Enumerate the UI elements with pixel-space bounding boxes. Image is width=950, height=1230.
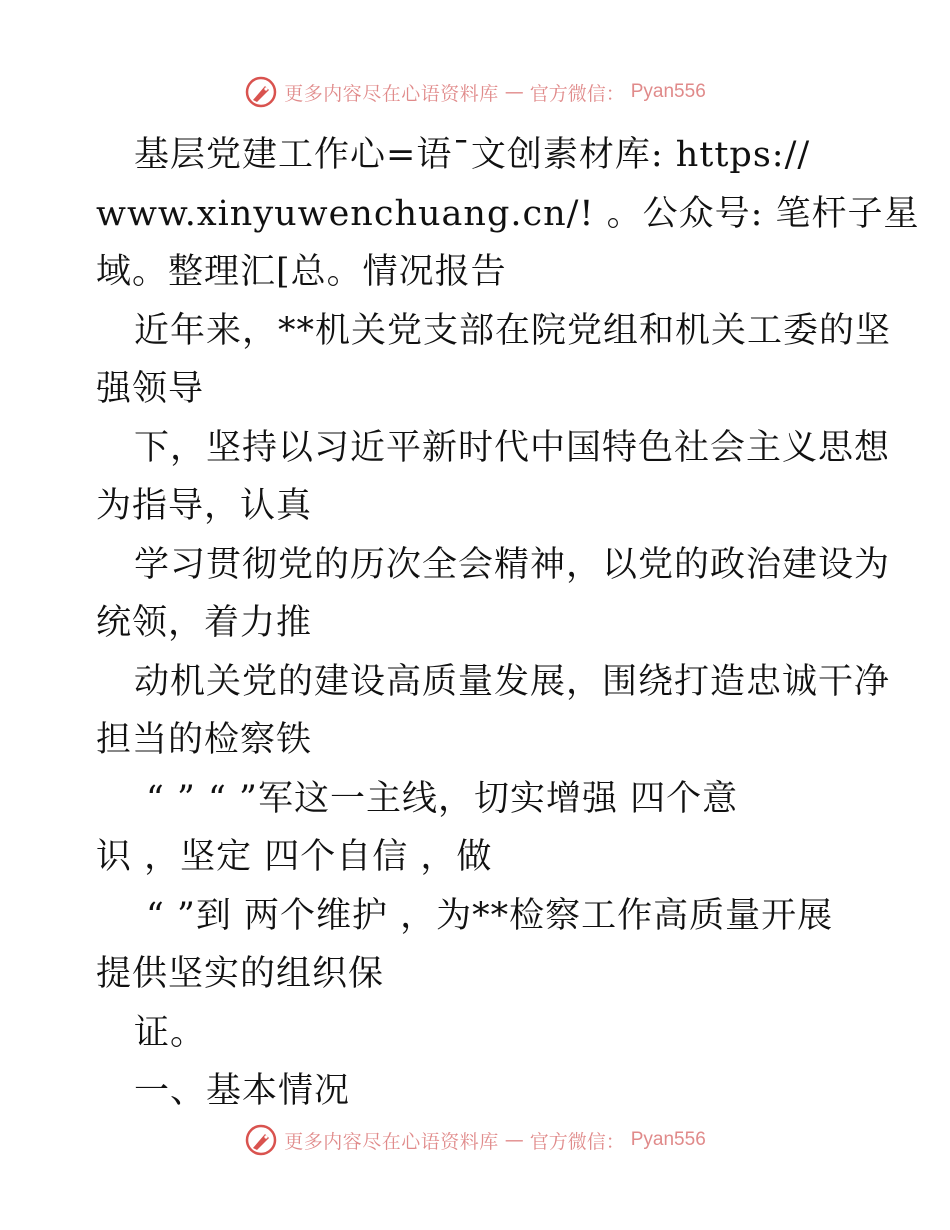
- header-watermark: [0, 72, 950, 112]
- body-line: 基层党建工作心=语¯文创素材库: https://: [134, 135, 811, 175]
- watermark-label: 官方微信：: [529, 1130, 625, 1153]
- watermark-id: Pyan556: [630, 81, 706, 102]
- footer-watermark: [0, 1120, 950, 1160]
- watermark-dash: —: [504, 81, 524, 103]
- watermark-dash: —: [504, 1129, 524, 1151]
- body-line: www.xinyuwenchuang.cn/! 。公众号: 笔杆子星: [96, 193, 920, 234]
- body-line: 识 ，坚定 四个自信 ，做: [96, 837, 493, 877]
- body-line: 学习贯彻党的历次全会精神，以党的政治建设为: [134, 544, 891, 585]
- body-line: “ ” “ ”军这一主线，切实增强 四个意: [146, 778, 739, 819]
- body-line: 域。整理汇[总。情况报告: [96, 252, 507, 292]
- body-line: 强领导: [96, 369, 205, 409]
- body-line: 近年来，**机关党支部在院党组和机关工委的坚: [134, 310, 892, 351]
- body-line: 统领，着力推: [96, 603, 313, 643]
- watermark-id: Pyan556: [630, 1129, 706, 1150]
- body-line: 证。: [134, 1012, 207, 1053]
- body-line: 担当的检察铁: [96, 720, 313, 760]
- watermark-label: 官方微信：: [529, 82, 625, 105]
- body-line: 动机关党的建设高质量发展，围绕打造忠诚干净: [134, 661, 891, 702]
- pen-nib-logo-icon: [244, 1123, 278, 1157]
- watermark-text: 更多内容尽在心语资料库: [284, 82, 499, 105]
- section-heading: 一、基本情况: [134, 1071, 351, 1111]
- pen-nib-logo-icon: [244, 75, 278, 109]
- body-line: “ ”到 两个维护 ，为**检察工作高质量开展: [146, 895, 834, 936]
- body-line: 提供坚实的组织保: [96, 954, 385, 994]
- body-line: 为指导，认真: [96, 486, 313, 526]
- watermark-text: 更多内容尽在心语资料库: [284, 1130, 499, 1153]
- body-line: 下，坚持以习近平新时代中国特色社会主义思想: [134, 427, 891, 468]
- document-body: [96, 126, 920, 1121]
